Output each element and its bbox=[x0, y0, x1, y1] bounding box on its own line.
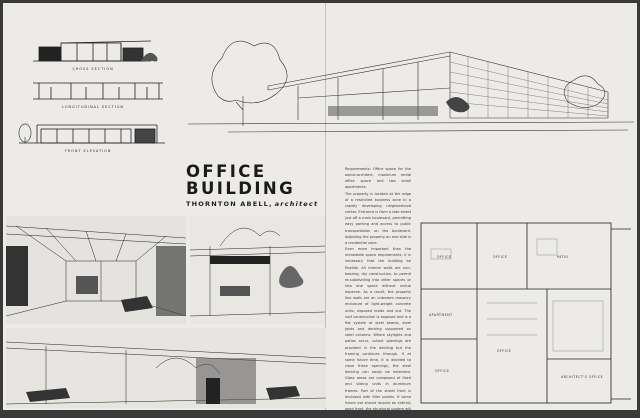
interior-sketch-office bbox=[190, 216, 325, 324]
title-line-1: OFFICE bbox=[186, 162, 267, 181]
article-title bbox=[186, 163, 326, 197]
plan-label: APARTMENT bbox=[429, 313, 453, 317]
body-paragraph: Even more important than the immediate space requirements, it is necessary that the building be flexible. All interior walls are non-bearing, dry construction, to permit re-subdividing into other spaces or into one space without undue expense. As a result, the property line walls are an unbroken masonry enclosure of light-weight concrete units, exposed inside and out. The roof construction is exposed and is a flat system of steel beams, steel joists and decking supported on steel columns. Where skylights and patios occur, cutout openings are provided in the decking but the framing continues through. If at some future time, it is decided to close these openings, the steel decking can easily be extended. Glass areas are composed of fixed and sliding units in aluminum frames. Part of the street front is enclosed with filler panels. If some future use should require an entirely open front, the structural system will permit it. bbox=[345, 247, 411, 418]
architect-name: THORNTON ABELL, bbox=[186, 200, 273, 208]
front-elevation-drawing bbox=[17, 117, 167, 147]
article-body-text bbox=[345, 166, 411, 418]
longitudinal-section-caption: LONGITUDINAL SECTION bbox=[61, 105, 124, 109]
plan-label: PATIO bbox=[557, 255, 569, 259]
longitudinal-section-drawing bbox=[31, 79, 166, 103]
plan-label: OFFICE bbox=[435, 369, 450, 373]
plan-label: OFFICE bbox=[493, 255, 508, 259]
plan-label: OFFICE bbox=[437, 255, 452, 259]
exterior-perspective-drawing bbox=[188, 6, 634, 156]
body-paragraph: The property is located at the edge of a restricted business zone in a rapidly developing neighborhood center. Entrance is from a side street just off a main boulevard, permitting easy parking and access to public transportation on the boulevard. Adjoining the property on one side is a residential zone. bbox=[345, 191, 411, 245]
front-elevation-caption: FRONT ELEVATION bbox=[64, 149, 112, 153]
cross-section-caption: CROSS SECTION bbox=[72, 67, 114, 71]
architect-credit bbox=[186, 200, 336, 208]
plan-label: OFFICE bbox=[497, 349, 512, 353]
floor-plan bbox=[417, 219, 635, 409]
body-paragraph: Requirements: Office space for the owner-architect, maximum rental office space and two small apartments. bbox=[345, 167, 411, 190]
magazine-spread bbox=[3, 3, 637, 418]
interior-sketch-reception bbox=[6, 216, 186, 324]
cross-section-drawing bbox=[31, 33, 161, 67]
plan-label: ARCHITECT'S OFFICE bbox=[561, 375, 604, 379]
title-line-2: BUILDING bbox=[186, 179, 296, 198]
interior-sketch-lounge bbox=[6, 328, 326, 408]
architect-role: architect bbox=[274, 200, 319, 208]
